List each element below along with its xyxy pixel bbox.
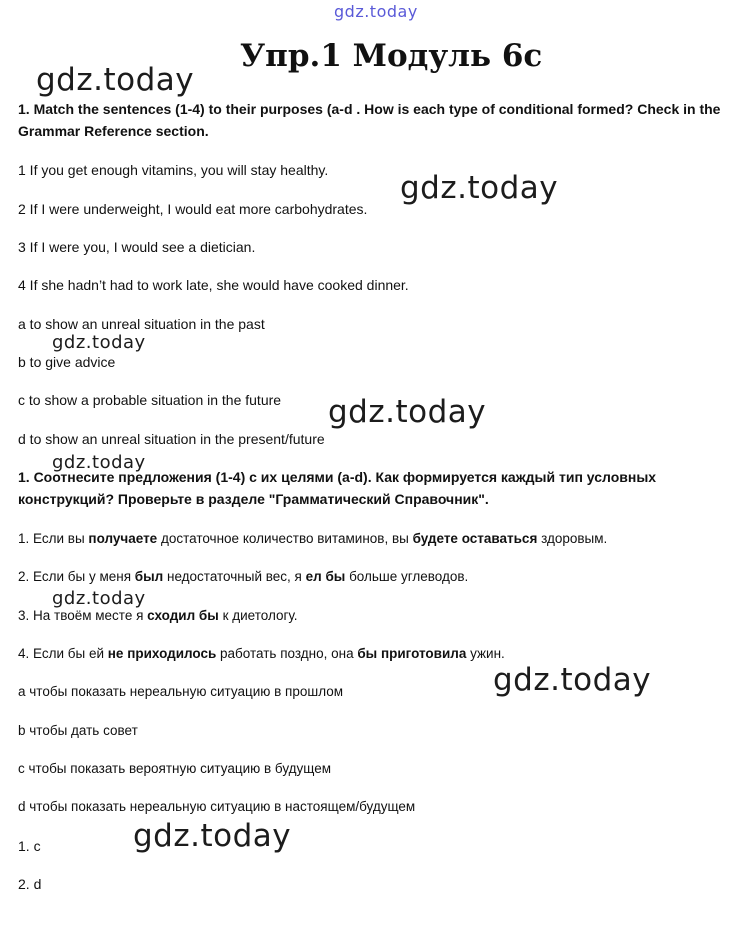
watermark: gdz.today [400, 170, 559, 206]
russian-purpose-b: b чтобы дать совет [18, 723, 138, 738]
russian-purpose-a: a чтобы показать нереальную ситуацию в прошлом [18, 684, 344, 699]
english-purpose-c: c to show a probable situation in the future [18, 392, 282, 408]
watermark-top: gdz.today [334, 2, 418, 21]
english-sentence-1: 1 If you get enough vitamins, you will stay healthy. [18, 162, 329, 178]
english-sentence-3: 3 If I were you, I would see a dietician. [18, 239, 256, 255]
answer-1: 1. c [18, 838, 41, 854]
watermark: gdz.today [52, 452, 146, 473]
watermark: gdz.today [133, 818, 292, 854]
russian-heading: 1. Соотнесите предложения (1-4) с их целями (a-d). Как формируется каждый тип условных конструкций? Проверьте в разделе "Грамматический Справочник". [18, 469, 657, 507]
answer-2: 2. d [18, 876, 42, 892]
english-purpose-a: a to show an unreal situation in the past [18, 316, 265, 332]
watermark: gdz.today [52, 588, 146, 609]
watermark: gdz.today [493, 662, 652, 698]
english-purpose-d: d to show an unreal situation in the present/future [18, 431, 325, 447]
watermark: gdz.today [52, 332, 146, 353]
russian-sentence-4: 4. Если бы ей не приходилось работать поздно, она бы приготовила ужин. [18, 646, 505, 661]
russian-sentence-3: 3. На твоём месте я сходил бы к диетологу. [18, 608, 298, 623]
russian-sentence-2: 2. Если бы у меня был недостаточный вес, я ел бы больше углеводов. [18, 569, 469, 584]
english-heading: 1. Match the sentences (1-4) to their purposes (a-d . How is each type of conditional formed? Check in the Grammar Reference section. [18, 101, 721, 139]
english-sentence-4: 4 If she hadn’t had to work late, she would have cooked dinner. [18, 277, 409, 293]
watermark: gdz.today [328, 394, 487, 430]
page-title: Упр.1 Модуль 6с [240, 38, 543, 74]
english-sentence-2: 2 If I were underweight, I would eat more carbohydrates. [18, 201, 368, 217]
english-purpose-b: b to give advice [18, 354, 116, 370]
russian-purpose-c: c чтобы показать вероятную ситуацию в будущем [18, 761, 332, 776]
watermark: gdz.today [36, 62, 195, 98]
russian-sentence-1: 1. Если вы получаете достаточное количество витаминов, вы будете оставаться здоровым. [18, 531, 608, 546]
russian-purpose-d: d чтобы показать нереальную ситуацию в настоящем/будущем [18, 799, 416, 814]
